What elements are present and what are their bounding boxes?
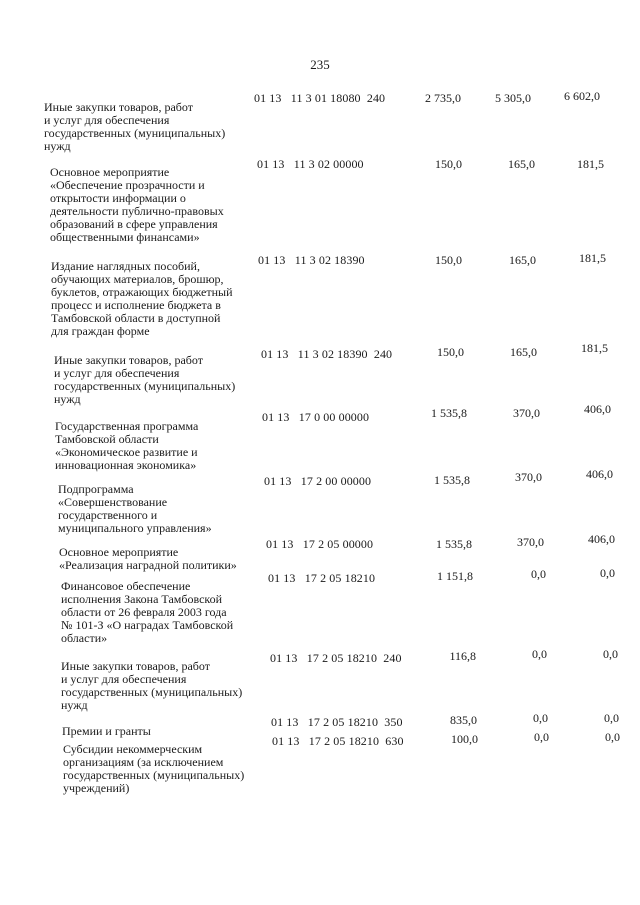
page-number: 235 — [310, 57, 330, 72]
row-name: Иные закупки товаров, работ и услуг для обеспечения государственных (муниципальных) нужд — [61, 659, 243, 712]
row-name: Премии и гранты — [62, 724, 151, 738]
row-value-2: 370,0 — [513, 406, 540, 420]
row-code: 01 13 11 3 02 00000 — [257, 157, 364, 171]
row-code: 01 13 17 0 00 00000 — [262, 410, 370, 424]
row-name: Основное мероприятие «Реализация наградной политики» — [59, 545, 237, 572]
row-value-1: 150,0 — [435, 253, 462, 267]
row-value-2: 165,0 — [509, 253, 536, 267]
row-value-3: 181,5 — [581, 341, 608, 355]
row-code: 01 13 17 2 00 00000 — [264, 474, 372, 488]
row-value-2: 0,0 — [532, 647, 547, 661]
row-value-1: 1 535,8 — [436, 537, 472, 551]
row-value-1: 100,0 — [451, 732, 478, 746]
row-code: 01 13 11 3 01 18080 240 — [254, 91, 386, 105]
row-code: 01 13 11 3 02 18390 240 — [261, 347, 393, 361]
row-value-3: 406,0 — [586, 467, 613, 481]
row-value-1: 1 535,8 — [431, 406, 467, 420]
row-name: Основное мероприятие «Обеспечение прозрачности и открытости информации о деятельности публично-правовых образований в сфере управления общественными финансами» — [50, 165, 224, 244]
row-code: 01 13 17 2 05 00000 — [266, 537, 374, 551]
row-value-3: 406,0 — [584, 402, 611, 416]
row-value-2: 0,0 — [534, 730, 549, 744]
row-name: Финансовое обеспечение исполнения Закона Тамбовской области от 26 февраля 2003 года № 101-З «О наградах Тамбовской области» — [61, 579, 234, 645]
row-value-3: 0,0 — [604, 711, 619, 725]
row-value-1: 2 735,0 — [425, 91, 461, 105]
row-value-3: 6 602,0 — [564, 89, 600, 103]
row-value-2: 370,0 — [517, 535, 544, 549]
row-code: 01 13 11 3 02 18390 — [258, 253, 365, 267]
row-value-1: 150,0 — [435, 157, 462, 171]
row-value-2: 0,0 — [531, 567, 546, 581]
row-value-3: 0,0 — [603, 647, 618, 661]
row-code: 01 13 17 2 05 18210 350 — [271, 715, 403, 729]
row-value-2: 0,0 — [533, 711, 548, 725]
row-code: 01 13 17 2 05 18210 630 — [272, 734, 404, 748]
row-code: 01 13 17 2 05 18210 240 — [270, 651, 402, 665]
row-value-2: 165,0 — [510, 345, 537, 359]
row-value-3: 0,0 — [605, 730, 620, 744]
row-name: Подпрограмма «Совершенствование государственного и муниципального управления» — [58, 482, 212, 535]
row-value-3: 181,5 — [577, 157, 604, 171]
row-name: Иные закупки товаров, работ и услуг для обеспечения государственных (муниципальных) нужд — [44, 100, 226, 153]
row-name: Субсидии некоммерческим организациям (за исключением государственных (муниципальных) учреждений) — [63, 742, 245, 795]
row-value-3: 181,5 — [579, 251, 606, 265]
row-value-1: 1 151,8 — [437, 569, 473, 583]
row-code: 01 13 17 2 05 18210 — [268, 571, 376, 585]
row-value-2: 165,0 — [508, 157, 535, 171]
row-value-1: 835,0 — [450, 713, 477, 727]
row-name: Издание наглядных пособий, обучающих материалов, брошюр, буклетов, отражающих бюджетный процесс и исполнение бюджета в Тамбовской области в доступной для граждан форме — [51, 259, 233, 338]
row-value-3: 406,0 — [588, 532, 615, 546]
row-value-2: 5 305,0 — [495, 91, 531, 105]
row-value-1: 1 535,8 — [434, 473, 470, 487]
row-value-2: 370,0 — [515, 470, 542, 484]
row-name: Иные закупки товаров, работ и услуг для обеспечения государственных (муниципальных) нужд — [54, 353, 236, 406]
row-name: Государственная программа Тамбовской области «Экономическое развитие и инновационная экономика» — [55, 419, 199, 472]
row-value-1: 150,0 — [437, 345, 464, 359]
row-value-1: 116,8 — [449, 649, 476, 663]
row-value-3: 0,0 — [600, 566, 615, 580]
